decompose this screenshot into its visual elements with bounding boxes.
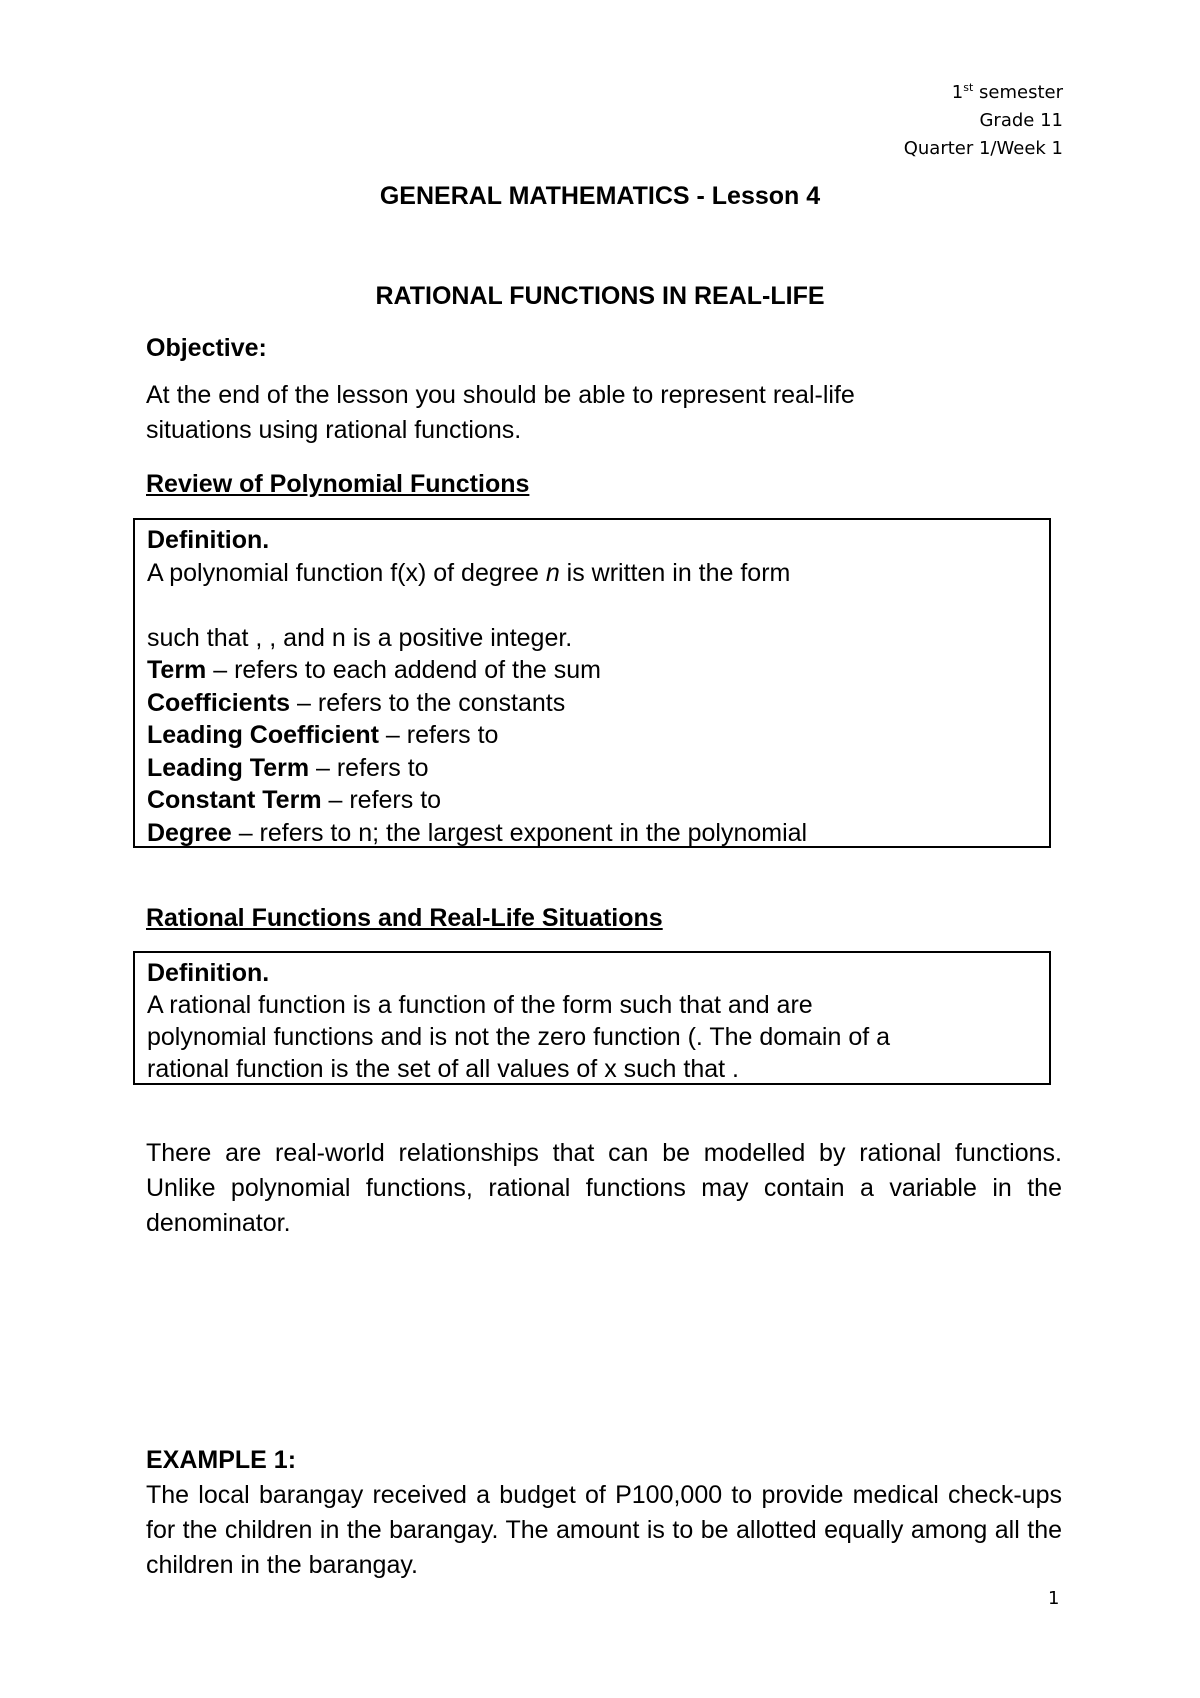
leading-term-item (147, 752, 1049, 785)
semester-number: 1 (951, 82, 964, 103)
semester-superscript: st (963, 81, 974, 94)
definition-label: Definition. (147, 959, 270, 987)
page-subtitle: RATIONAL FUNCTIONS IN REAL-LIFE (375, 282, 825, 310)
degree-label: Degree (147, 818, 232, 847)
page-number: 1 (1048, 1588, 1060, 1609)
term-label: Term (147, 656, 207, 684)
grade-label: Grade 11 (979, 110, 1063, 131)
formula-blank-line (147, 589, 1049, 622)
constant-term-label: Constant Term (147, 786, 322, 814)
leading-coefficient-desc: – refers to (378, 721, 499, 749)
semester-label (904, 74, 1063, 107)
example1-heading: EXAMPLE 1: (146, 1446, 297, 1474)
term-item (147, 654, 1049, 687)
page-title: GENERAL MATHEMATICS - Lesson 4 (379, 182, 821, 210)
rational-definition-box (133, 951, 1051, 1085)
leading-coefficient-item (147, 719, 1049, 752)
rational-heading: Rational Functions and Real-Life Situations (146, 904, 663, 932)
polynomial-form-line (147, 557, 1049, 590)
coefficients-label: Coefficients (147, 688, 291, 717)
quarter-label: Quarter 1/Week 1 (903, 138, 1063, 159)
coefficients-desc: – refers to the constants (290, 688, 566, 717)
term-desc: – refers to each addend of the sum (206, 656, 601, 684)
rational-paragraph: There are real-world relationships that can be modelled by rational functions. Unlike polynomial functions, rational functions may contain a variable in the denominator. (146, 1139, 1062, 1237)
semester-word: semester (973, 82, 1063, 103)
definition-label: Definition. (147, 526, 270, 554)
coefficients-item (147, 687, 1049, 720)
polynomial-definition-box (133, 518, 1051, 848)
objective-heading: Objective: (146, 334, 267, 362)
degree-desc: – refers to n; the largest exponent in the polynomial (231, 818, 808, 847)
conditions-line: such that , , and n is a positive integer. (147, 623, 573, 652)
objective-text: At the end of the lesson you should be able to represent real-life situations using rational functions. (146, 381, 855, 444)
form-line-text-end: is written in the form (559, 558, 791, 587)
rational-def-line: polynomial functions and is not the zero function (. The domain of a (147, 1023, 891, 1051)
degree-item (147, 817, 1049, 850)
leading-term-desc: – refers to (309, 753, 429, 782)
form-line-text: A polynomial function f(x) of degree (147, 558, 546, 587)
rational-def-line: rational function is the set of all values of x such that . (147, 1055, 739, 1083)
constant-term-desc: – refers to (321, 786, 442, 814)
example1-text: The local barangay received a budget of P100,000 to provide medical check-ups for the children in the barangay. The amount is to be allotted equally among all the children in the barangay. (146, 1481, 1062, 1579)
rational-def-line: A rational function is a function of the form such that and are (147, 991, 813, 1019)
header-meta (904, 74, 1063, 163)
degree-variable: n (545, 558, 560, 587)
constant-term-item (147, 784, 1049, 817)
leading-term-label: Leading Term (147, 753, 310, 782)
leading-coefficient-label: Leading Coefficient (147, 721, 379, 749)
review-heading: Review of Polynomial Functions (146, 470, 530, 498)
